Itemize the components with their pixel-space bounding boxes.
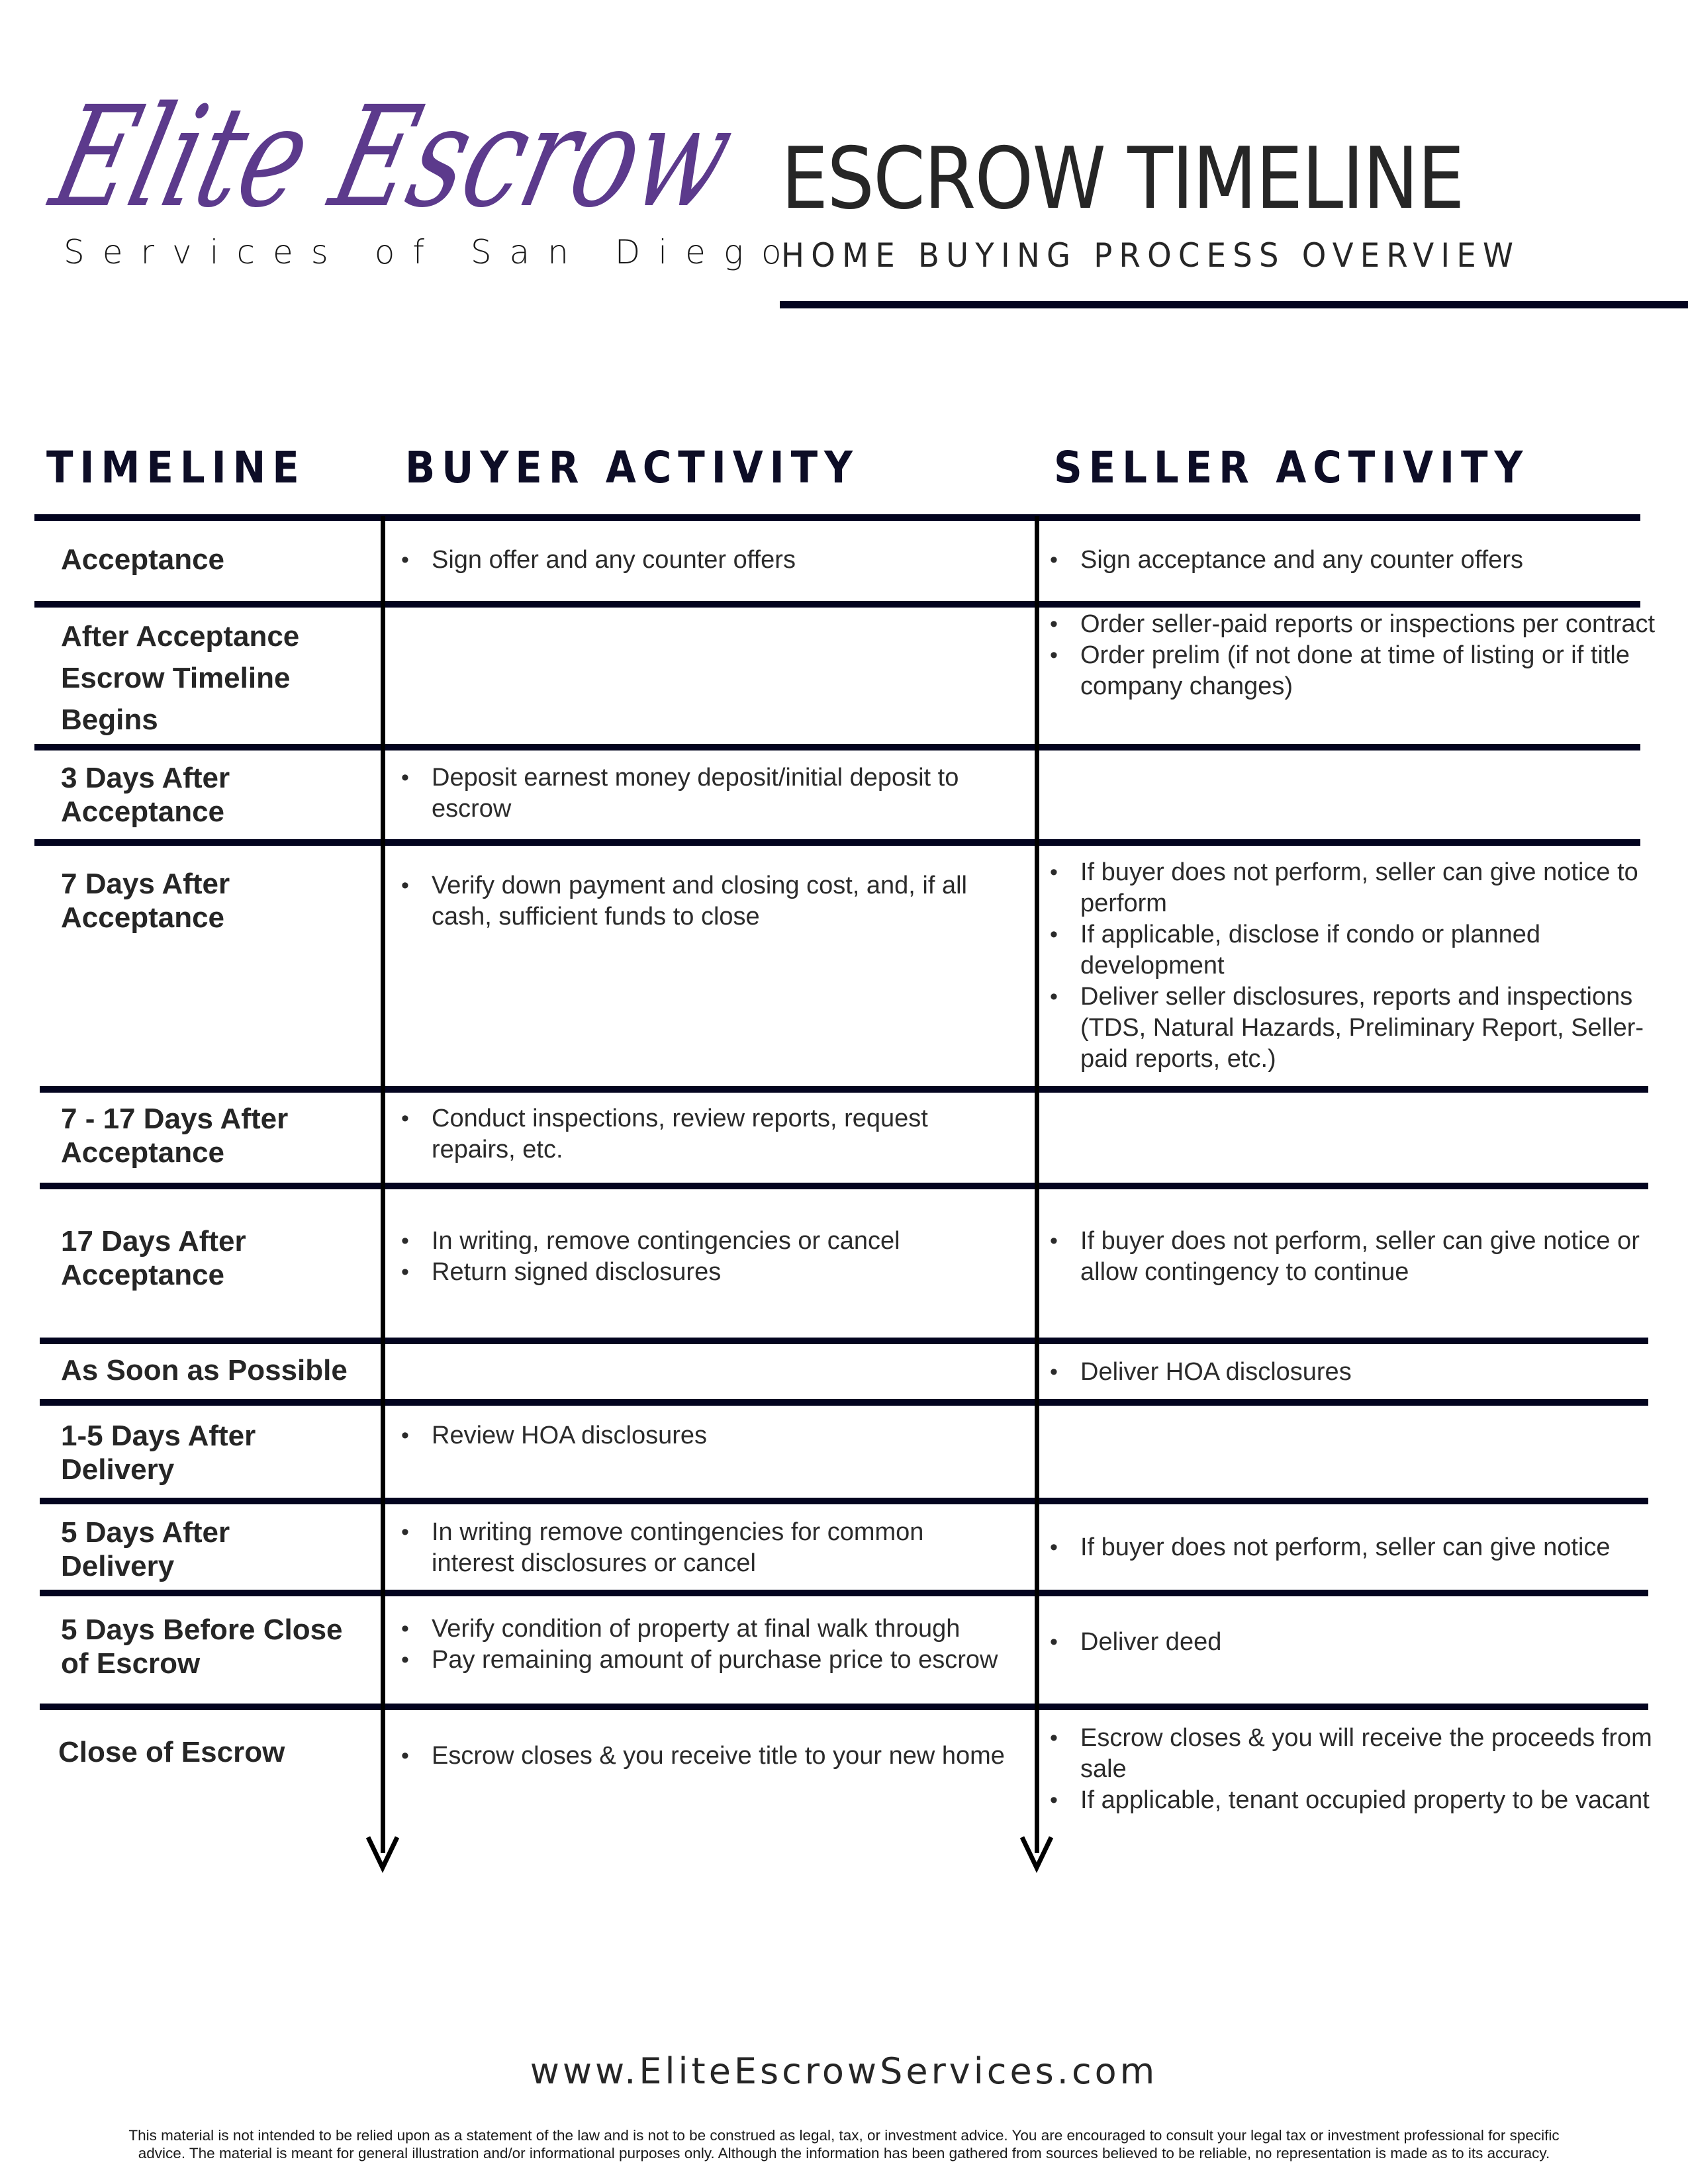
bullet-icon: • (401, 1616, 409, 1641)
timeline-label: 7 Days After Acceptance (61, 868, 230, 934)
timeline-label: 3 Days After Acceptance (61, 762, 230, 828)
row-divider (34, 744, 1640, 751)
list-item (1045, 1785, 1673, 1816)
seller-activity (1045, 857, 1673, 1075)
list-item (1045, 640, 1673, 702)
activity-text: Order prelim (if not done at time of listing or if title company changes) (1080, 641, 1630, 700)
seller-activity (1045, 1226, 1673, 1288)
activity-text: Deliver deed (1080, 1628, 1222, 1656)
list-item (1045, 919, 1673, 981)
activity-text: Verify down payment and closing cost, and, if all cash, sufficient funds to close (432, 872, 968, 931)
timeline-label: 5 Days Before Close of Escrow (61, 1614, 343, 1680)
row-divider (40, 1338, 1648, 1344)
column-header-buyer: BUYER ACTIVITY (405, 442, 859, 493)
bullet-icon: • (401, 1647, 409, 1672)
seller-activity (1045, 1627, 1673, 1658)
bullet-icon: • (401, 1743, 409, 1768)
list-item (1045, 1723, 1673, 1785)
disclaimer-line-2: advice. The material is meant for general illustration and/or informational purposes only. Although the information has been gathered from sources believed to be reliable, no representation is made as to its accuracy. (138, 2145, 1550, 2161)
activity-text: Deliver HOA disclosures (1080, 1358, 1352, 1386)
list-item (396, 762, 1011, 825)
list-item (1045, 981, 1673, 1075)
bullet-icon: • (401, 1259, 409, 1285)
bullet-icon: • (1050, 984, 1058, 1009)
activity-text: In writing, remove contingencies or cancel (432, 1227, 900, 1255)
bullet-icon: • (1050, 547, 1058, 572)
row-divider (40, 1086, 1648, 1093)
bullet-icon: • (1050, 1228, 1058, 1253)
page-subtitle: HOME BUYING PROCESS OVERVIEW (781, 236, 1521, 275)
seller-timeline-line (1035, 516, 1039, 1853)
buyer-activity (396, 1741, 1011, 1772)
timeline-label: 17 Days After Acceptance (61, 1225, 246, 1291)
bullet-icon: • (401, 547, 409, 572)
timeline-label: As Soon as Possible (61, 1354, 348, 1387)
list-item (1045, 1627, 1673, 1658)
activity-text: Pay remaining amount of purchase price to escrow (432, 1646, 998, 1674)
list-item (1045, 1357, 1673, 1388)
logo-script-wordmark (38, 69, 972, 242)
buyer-activity (396, 1226, 1011, 1288)
activity-text: If buyer does not perform, seller can give notice (1080, 1533, 1611, 1561)
list-item (1045, 1532, 1673, 1563)
activity-text: If buyer does not perform, seller can give notice or allow contingency to continue (1080, 1227, 1640, 1286)
timeline-label: Close of Escrow (58, 1736, 285, 1768)
timeline-label: 5 Days After Delivery (61, 1516, 230, 1582)
disclaimer (33, 2126, 1655, 2162)
activity-text: Deliver seller disclosures, reports and inspections (TDS, Natural Hazards, Preliminary Report, Seller-paid reports, etc.) (1080, 983, 1644, 1073)
bullet-icon: • (1050, 860, 1058, 885)
bullet-icon: • (401, 1106, 409, 1131)
seller-activity (1045, 1723, 1673, 1816)
bullet-icon: • (1050, 1725, 1058, 1751)
column-header-timeline: TIMELINE (46, 442, 306, 493)
bullet-icon: • (1050, 1788, 1058, 1813)
activity-text: Escrow closes & you will receive the proceeds from sale (1080, 1724, 1652, 1783)
list-item (396, 1741, 1011, 1772)
activity-text: If applicable, disclose if condo or planned development (1080, 921, 1541, 979)
activity-text: Review HOA disclosures (432, 1422, 708, 1449)
website-link[interactable]: www.EliteEscrowServices.com (530, 2050, 1158, 2092)
buyer-activity (396, 1103, 1011, 1165)
activity-text: Conduct inspections, review reports, request repairs, etc. (432, 1105, 928, 1163)
list-item (396, 1517, 1011, 1579)
row-divider (40, 1399, 1648, 1406)
seller-activity (1045, 1357, 1673, 1388)
timeline-label: After Acceptance Escrow Timeline Begins (61, 620, 300, 736)
bullet-icon: • (401, 765, 409, 790)
bullet-icon: • (401, 1228, 409, 1253)
buyer-timeline-line (381, 516, 385, 1853)
activity-text: Sign acceptance and any counter offers (1080, 546, 1523, 574)
timeline-label: Acceptance (61, 543, 225, 576)
disclaimer-line-1: This material is not intended to be relied upon as a statement of the law and is not to be construed as legal, tax, or investment advice. You are encouraged to consult your legal tax or investment professional for specific (128, 2127, 1560, 2144)
bullet-icon: • (1050, 1535, 1058, 1560)
activity-text: Escrow closes & you receive title to your new home (432, 1742, 1005, 1770)
row-divider (40, 1590, 1648, 1596)
timeline-label: 7 - 17 Days After Acceptance (61, 1103, 289, 1169)
logo-script-text: Elite Escrow (38, 76, 972, 239)
list-item (396, 870, 1011, 933)
company-logo (38, 69, 972, 242)
activity-text: Order seller-paid reports or inspections per contract (1080, 610, 1656, 638)
buyer-activity (396, 1614, 1011, 1676)
list-item (1045, 1226, 1673, 1288)
list-item (396, 1645, 1011, 1676)
row-divider (34, 839, 1640, 846)
row-divider (40, 1498, 1648, 1504)
row-divider (34, 514, 1640, 521)
list-item (396, 1103, 1011, 1165)
list-item (396, 1614, 1011, 1645)
activity-text: Sign offer and any counter offers (432, 546, 796, 574)
list-item (396, 1420, 1011, 1451)
list-item (1045, 857, 1673, 919)
buyer-activity (396, 1420, 1011, 1451)
seller-arrow-down-icon (1017, 1833, 1056, 1873)
buyer-activity (396, 870, 1011, 933)
bullet-icon: • (1050, 1359, 1058, 1385)
buyer-activity (396, 545, 1011, 576)
buyer-activity (396, 1517, 1011, 1579)
row-divider (34, 601, 1640, 608)
list-item (396, 1226, 1011, 1257)
bullet-icon: • (1050, 643, 1058, 668)
row-divider (40, 1183, 1648, 1189)
page-title: ESCROW TIMELINE (781, 130, 1464, 228)
activity-text: If applicable, tenant occupied property to be vacant (1080, 1786, 1650, 1814)
activity-text: Deposit earnest money deposit/initial deposit to escrow (432, 764, 959, 823)
list-item (1045, 545, 1673, 576)
seller-activity (1045, 609, 1673, 702)
bullet-icon: • (1050, 1629, 1058, 1655)
logo-tagline: Services of San Diego (64, 233, 800, 271)
activity-text: Return signed disclosures (432, 1258, 722, 1286)
bullet-icon: • (401, 1423, 409, 1448)
list-item (1045, 609, 1673, 640)
buyer-activity (396, 762, 1011, 825)
bullet-icon: • (401, 873, 409, 898)
activity-text: If buyer does not perform, seller can give notice to perform (1080, 858, 1638, 917)
seller-activity (1045, 545, 1673, 576)
activity-text: In writing remove contingencies for common interest disclosures or cancel (432, 1518, 924, 1577)
column-header-seller: SELLER ACTIVITY (1054, 442, 1530, 493)
seller-activity (1045, 1532, 1673, 1563)
bullet-icon: • (1050, 612, 1058, 637)
buyer-arrow-down-icon (363, 1833, 402, 1873)
list-item (396, 545, 1011, 576)
activity-text: Verify condition of property at final walk through (432, 1615, 961, 1643)
bullet-icon: • (401, 1520, 409, 1545)
list-item (396, 1257, 1011, 1288)
timeline-label: 1-5 Days After Delivery (61, 1420, 256, 1486)
title-underline (780, 301, 1688, 308)
bullet-icon: • (1050, 922, 1058, 947)
row-divider (40, 1704, 1648, 1710)
